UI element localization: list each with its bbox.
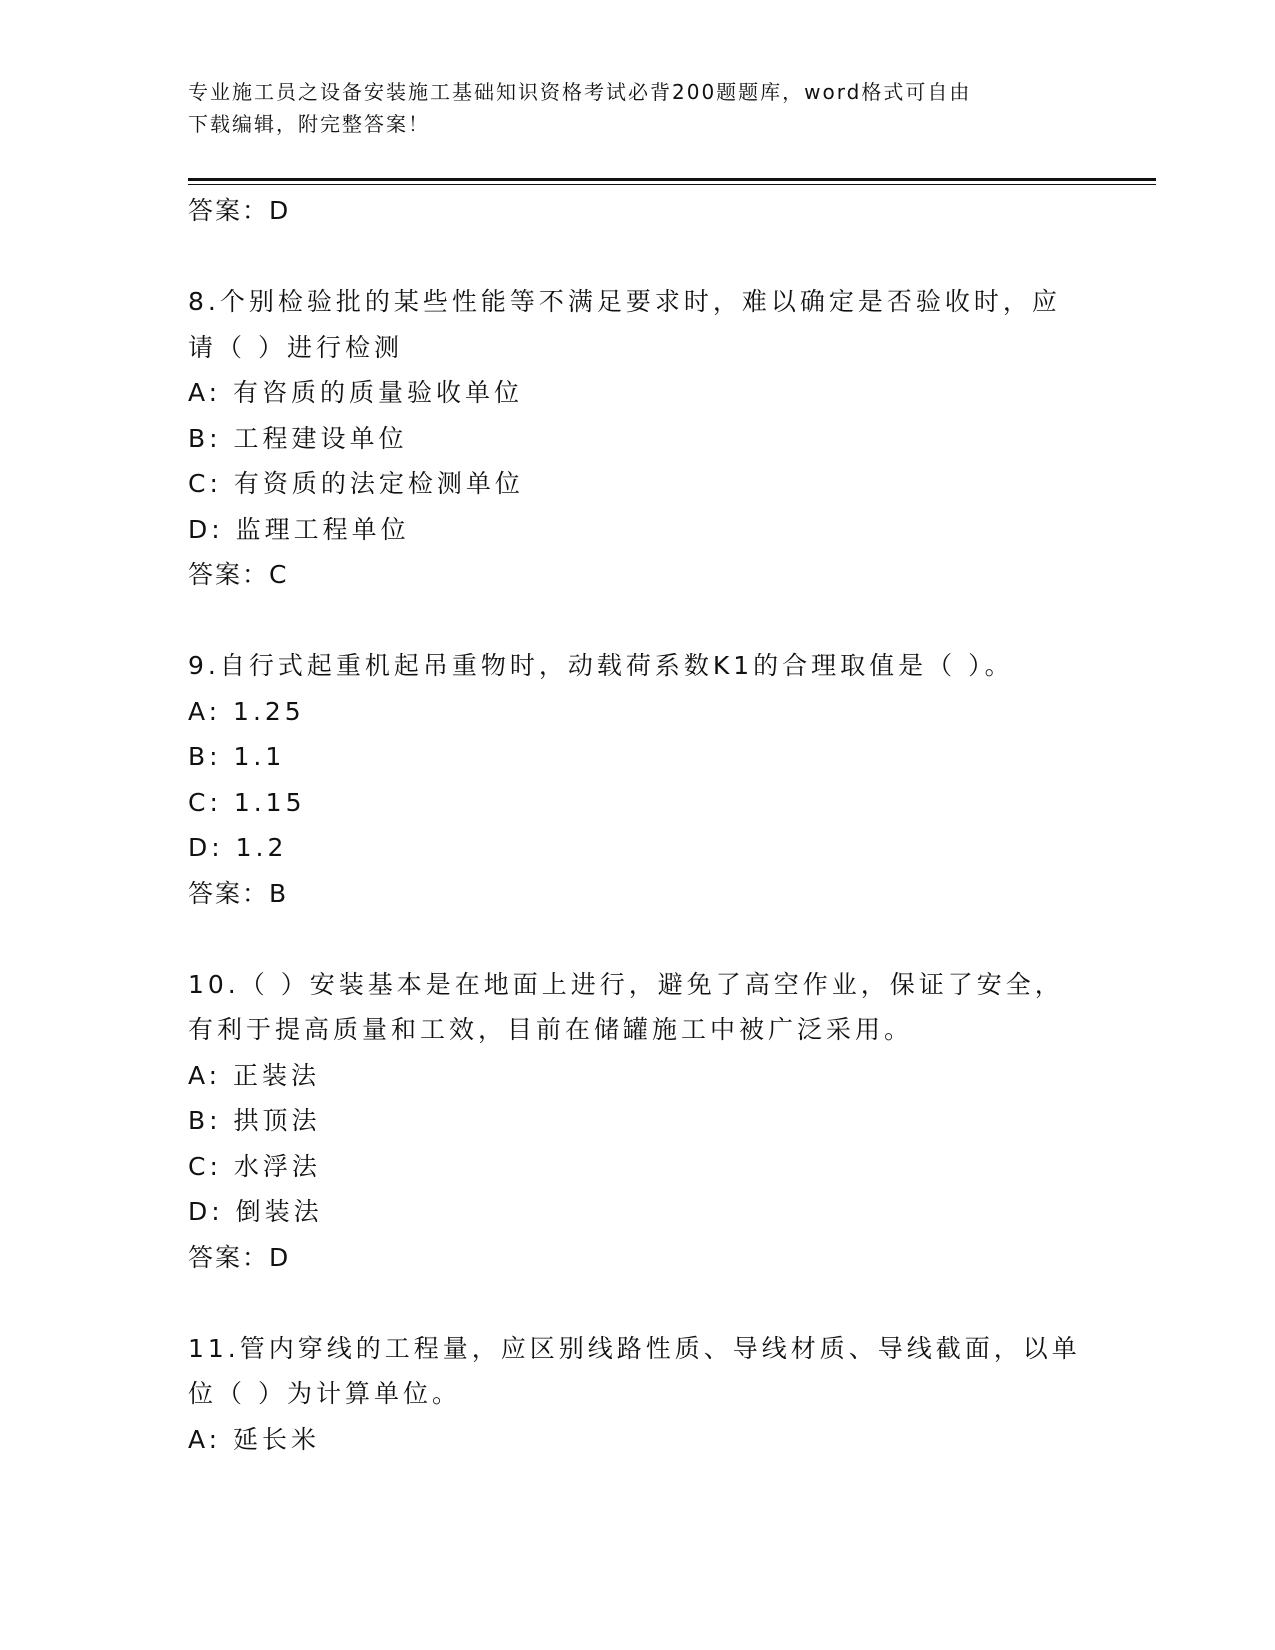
question-stem: 8.个别检验批的某些性能等不满足要求时，难以确定是否验收时，应 xyxy=(188,287,1061,316)
question-8 xyxy=(188,279,1088,598)
question-stem-continued: 有利于提高质量和工效，目前在储罐施工中被广泛采用。 xyxy=(188,1015,914,1044)
option-d: D: 监理工程单位 xyxy=(188,514,410,544)
option-d: D: 倒装法 xyxy=(188,1197,323,1226)
question-11 xyxy=(188,1326,1088,1463)
question-stem: 10.（ ）安装基本是在地面上进行，避免了高空作业，保证了安全， xyxy=(188,969,1064,999)
option-d: D: 1.2 xyxy=(188,833,288,862)
document-header xyxy=(188,76,1088,140)
option-a: A: 有咨质的质量验收单位 xyxy=(188,378,524,407)
previous-answer: 答案：D xyxy=(188,196,291,225)
option-b: B: 1.1 xyxy=(188,742,286,771)
question-stem: 9.自行式起重机起吊重物时，动载荷系数K1的合理取值是（ ）。 xyxy=(188,651,1014,680)
question-stem-continued: 请（ ）进行检测 xyxy=(188,332,403,362)
option-b: B: 工程建设单位 xyxy=(188,423,408,453)
answer: 答案：C xyxy=(188,560,289,589)
option-c: C: 1.15 xyxy=(188,787,306,817)
spacer xyxy=(188,916,1088,962)
option-a: A: 延长米 xyxy=(188,1424,321,1454)
option-a: A: 正装法 xyxy=(188,1060,321,1090)
answer: 答案：B xyxy=(188,878,289,908)
question-list xyxy=(188,188,1088,1462)
question-9 xyxy=(188,643,1088,916)
option-a: A: 1.25 xyxy=(188,696,305,726)
option-c: C: 有资质的法定检测单位 xyxy=(188,469,524,498)
spacer xyxy=(188,1280,1088,1326)
header-divider-thin xyxy=(188,184,1156,185)
header-line-1: 专业施工员之设备安装施工基础知识资格考试必背200题题库，word格式可自由 xyxy=(188,80,972,104)
question-10 xyxy=(188,962,1088,1281)
option-b: B: 拱顶法 xyxy=(188,1106,321,1135)
spacer xyxy=(188,598,1088,644)
option-c: C: 水浮法 xyxy=(188,1151,321,1181)
question-stem-continued: 位（ ）为计算单位。 xyxy=(188,1379,461,1408)
answer: 答案：D xyxy=(188,1242,291,1272)
spacer xyxy=(188,234,1088,280)
header-line-2: 下载编辑，附完整答案！ xyxy=(188,112,430,136)
header-divider-thick xyxy=(188,178,1156,181)
question-stem: 11.管内穿线的工程量，应区别线路性质、导线材质、导线截面，以单 xyxy=(188,1333,1081,1363)
